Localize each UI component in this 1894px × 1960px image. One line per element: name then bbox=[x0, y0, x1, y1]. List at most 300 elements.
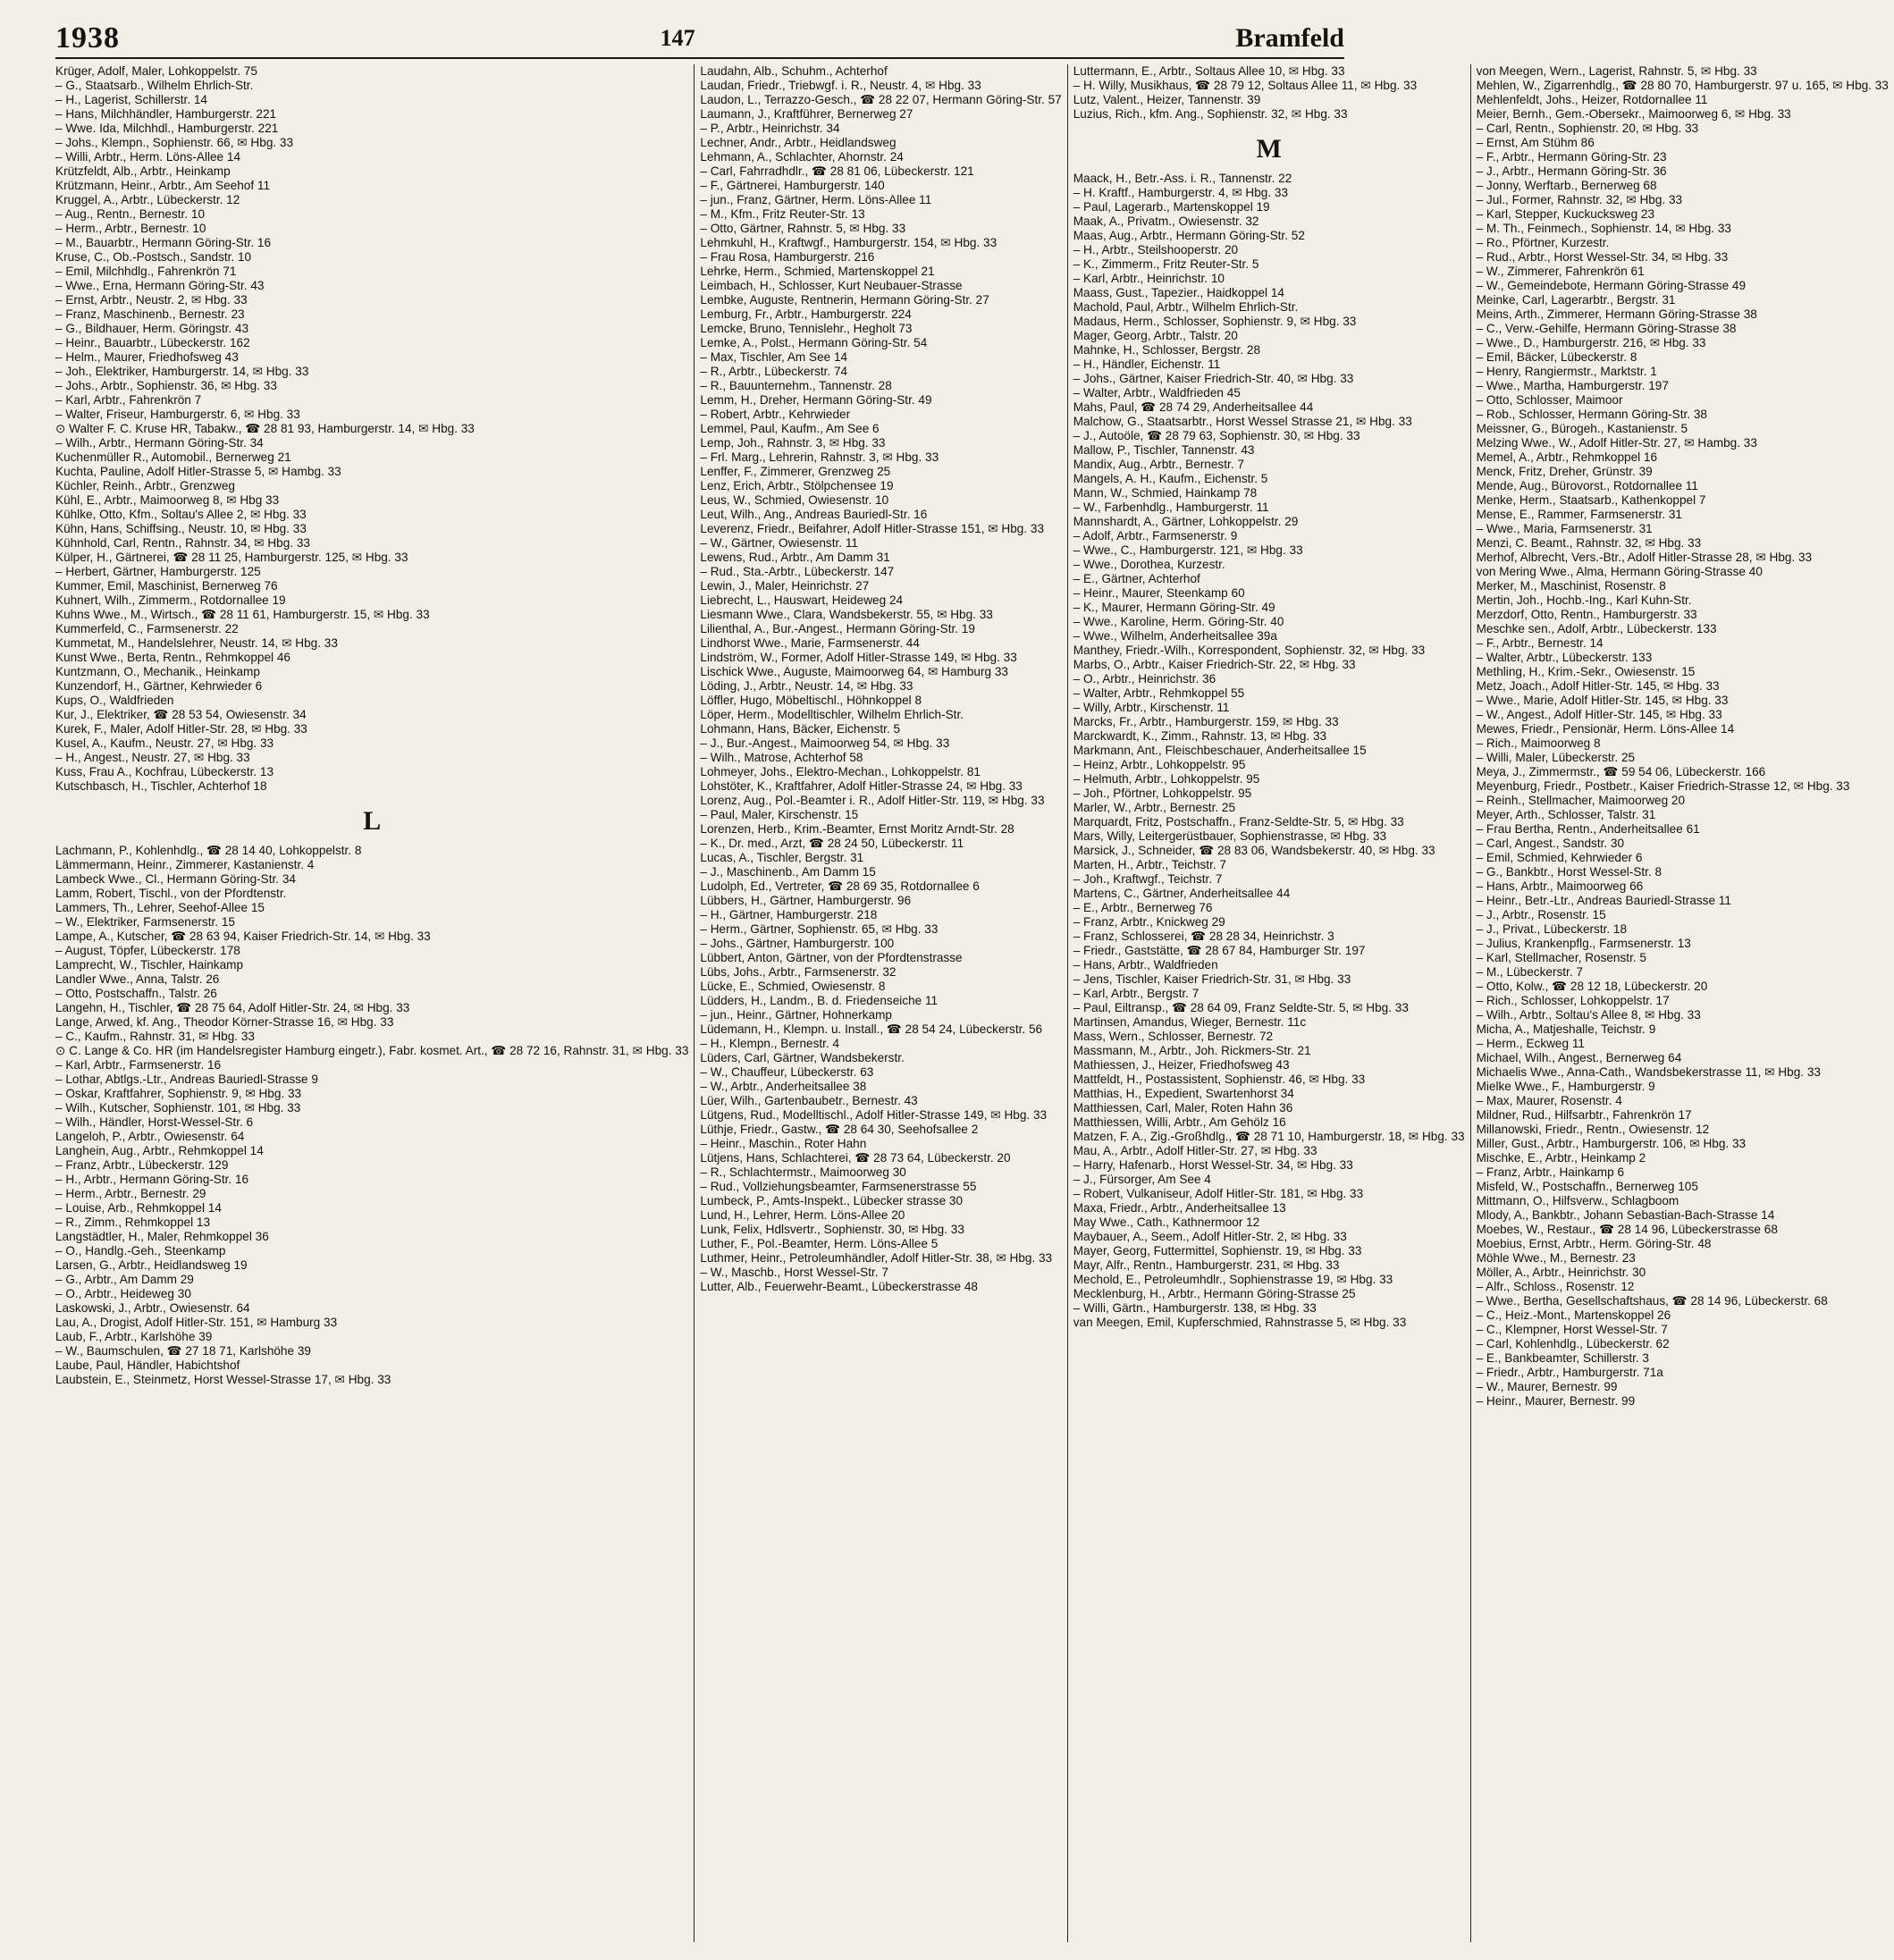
directory-entry: Löffler, Hugo, Möbeltischl., Höhnkoppel 8 bbox=[700, 694, 922, 707]
directory-entry: – F., Arbtr., Hermann Göring-Str. 23 bbox=[1476, 150, 1667, 164]
directory-entry: Laubstein, E., Steinmetz, Horst Wessel-Strasse 17, ✉ Hbg. 33 bbox=[55, 1373, 391, 1386]
directory-entry: – Willi, Gärtn., Hamburgerstr. 138, ✉ Hbg. 33 bbox=[1073, 1301, 1317, 1315]
directory-entry: – Hans, Arbtr., Waldfrieden bbox=[1073, 958, 1218, 972]
directory-entry: – Franz, Maschinenb., Bernestr. 23 bbox=[55, 307, 245, 321]
directory-entry: – K., Zimmerm., Fritz Reuter-Str. 5 bbox=[1073, 257, 1259, 271]
directory-entry: – Wwe., C., Hamburgerstr. 121, ✉ Hbg. 33 bbox=[1073, 543, 1303, 557]
directory-entry: – H., Lagerist, Schillerstr. 14 bbox=[55, 93, 207, 106]
directory-entry: Maass, Gust., Tapezier., Haidkoppel 14 bbox=[1073, 286, 1284, 299]
directory-entry: – H., Arbtr., Steilshooperstr. 20 bbox=[1073, 243, 1239, 257]
directory-entry: – Hans, Arbtr., Maimoorweg 66 bbox=[1476, 879, 1644, 893]
directory-entry: Meins, Arth., Zimmerer, Hermann Göring-Strasse 38 bbox=[1476, 307, 1757, 321]
directory-entry: – Wilh., Matrose, Achterhof 58 bbox=[700, 751, 863, 764]
directory-entry: Lemmel, Paul, Kaufm., Am See 6 bbox=[700, 422, 880, 435]
directory-entry: Mielke Wwe., F., Hamburgerstr. 9 bbox=[1476, 1080, 1655, 1093]
directory-entry: Marquardt, Fritz, Postschaffn., Franz-Seldte-Str. 5, ✉ Hbg. 33 bbox=[1073, 815, 1404, 829]
directory-entry: – Ernst, Arbtr., Neustr. 2, ✉ Hbg. 33 bbox=[55, 293, 248, 307]
directory-entry: – Joh., Pförtner, Lohkoppelstr. 95 bbox=[1073, 787, 1252, 800]
directory-entry: – Otto, Postschaffn., Talstr. 26 bbox=[55, 987, 217, 1000]
directory-entry: Lemke, A., Polst., Hermann Göring-Str. 54 bbox=[700, 336, 928, 349]
directory-entry: – Herbert, Gärtner, Hamburgerstr. 125 bbox=[55, 565, 261, 578]
directory-entry: – Wwe., Bertha, Gesellschaftshaus, ☎ 28 14 96, Lübeckerstr. 68 bbox=[1476, 1294, 1828, 1308]
directory-entry: Mildner, Rud., Hilfsarbtr., Fahrenkrön 17 bbox=[1476, 1108, 1692, 1122]
directory-entry: Marler, W., Arbtr., Bernestr. 25 bbox=[1073, 801, 1236, 814]
directory-entry: Kühl, E., Arbtr., Maimoorweg 8, ✉ Hbg 33 bbox=[55, 493, 280, 507]
directory-entry: – Walter, Arbtr., Rehmkoppel 55 bbox=[1073, 686, 1245, 700]
directory-entry: – Paul, Eiltransp., ☎ 28 64 09, Franz Seldte-Str. 5, ✉ Hbg. 33 bbox=[1073, 1001, 1409, 1014]
directory-entry: – Karl, Stellmacher, Rosenstr. 5 bbox=[1476, 951, 1646, 964]
directory-entry: Löding, J., Arbtr., Neustr. 14, ✉ Hbg. 33 bbox=[700, 679, 913, 693]
directory-entry: Lohmann, Hans, Bäcker, Eichenstr. 5 bbox=[700, 722, 901, 736]
directory-entry: Krützfeldt, Alb., Arbtr., Heinkamp bbox=[55, 164, 231, 178]
directory-entry: Mayer, Georg, Futtermittel, Sophienstr. 19, ✉ Hbg. 33 bbox=[1073, 1244, 1362, 1258]
directory-entry: Kunzendorf, H., Gärtner, Kehrwieder 6 bbox=[55, 679, 263, 693]
column-2 bbox=[694, 64, 1066, 1942]
directory-entry: Millanowski, Friedr., Rentn., Owiesenstr. 12 bbox=[1476, 1123, 1710, 1136]
directory-entry: – G., Bankbtr., Horst Wessel-Str. 8 bbox=[1476, 865, 1663, 879]
directory-entry: – Friedr., Arbtr., Hamburgerstr. 71a bbox=[1476, 1366, 1663, 1379]
directory-entry: – G., Arbtr., Am Damm 29 bbox=[55, 1273, 194, 1286]
directory-entry: – Wwe. Ida, Milchhdl., Hamburgerstr. 221 bbox=[55, 122, 279, 135]
directory-entry: Lehmkuhl, H., Kraftwgf., Hamburgerstr. 154, ✉ Hbg. 33 bbox=[700, 236, 998, 249]
directory-entry: – Carl, Rentn., Sophienstr. 20, ✉ Hbg. 33 bbox=[1476, 122, 1699, 135]
directory-entry: Langhein, Aug., Arbtr., Rehmkoppel 14 bbox=[55, 1144, 264, 1157]
year-label: 1938 bbox=[55, 21, 120, 55]
directory-entry: – Adolf, Arbtr., Farmsenerstr. 9 bbox=[1073, 529, 1238, 543]
directory-entry: – Karl, Arbtr., Farmsenerstr. 16 bbox=[55, 1058, 222, 1072]
directory-entry: Lüer, Wilh., Gartenbaubetr., Bernestr. 43 bbox=[700, 1094, 918, 1107]
directory-entry: – Heinr., Maurer, Bernestr. 99 bbox=[1476, 1394, 1636, 1408]
directory-entry: Matthiessen, Carl, Maler, Roten Hahn 36 bbox=[1073, 1101, 1293, 1115]
directory-entry: Kummerfeld, C., Farmsenerstr. 22 bbox=[55, 622, 239, 635]
directory-entry: – J., Autoöle, ☎ 28 79 63, Sophienstr. 30, ✉ Hbg. 33 bbox=[1073, 429, 1360, 442]
directory-entry: – Robert, Arbtr., Kehrwieder bbox=[700, 408, 851, 421]
directory-entry: Metz, Joach., Adolf Hitler-Str. 145, ✉ Hbg. 33 bbox=[1476, 679, 1720, 693]
directory-entry: Krüger, Adolf, Maler, Lohkoppelstr. 75 bbox=[55, 64, 257, 78]
directory-entry: – Rich., Maimoorweg 8 bbox=[1476, 736, 1601, 750]
directory-entry: – E., Arbtr., Bernerweg 76 bbox=[1073, 901, 1213, 914]
directory-entry: Maas, Aug., Arbtr., Hermann Göring-Str. 52 bbox=[1073, 229, 1305, 242]
directory-entry: Matthias, H., Expedient, Swartenhorst 34 bbox=[1073, 1087, 1294, 1100]
directory-entry: – J., Arbtr., Rosenstr. 15 bbox=[1476, 908, 1606, 921]
directory-entry: Lutter, Alb., Feuerwehr-Beamt., Lübeckerstrasse 48 bbox=[700, 1280, 978, 1293]
directory-entry: – Harry, Hafenarb., Horst Wessel-Str. 34, ✉ Hbg. 33 bbox=[1073, 1158, 1353, 1172]
directory-entry: – Heinr., Bauarbtr., Lübeckerstr. 162 bbox=[55, 336, 250, 349]
directory-entry: – Carl, Kohlenhdlg., Lübeckerstr. 62 bbox=[1476, 1337, 1670, 1350]
directory-entry: Methling, H., Krim.-Sekr., Owiesenstr. 15 bbox=[1476, 665, 1696, 678]
directory-entry: – Wwe., Martha, Hamburgerstr. 197 bbox=[1476, 379, 1669, 392]
directory-entry: Lutz, Valent., Heizer, Tannenstr. 39 bbox=[1073, 93, 1261, 106]
directory-entry: Meissner, G., Bürogeh., Kastanienstr. 5 bbox=[1476, 422, 1688, 435]
directory-entry: Lachmann, P., Kohlenhdlg., ☎ 28 14 40, Lohkoppelstr. 8 bbox=[55, 844, 362, 857]
directory-entry: Lübbers, H., Gärtner, Hamburgerstr. 96 bbox=[700, 894, 912, 907]
directory-entry: Lange, Arwed, kf. Ang., Theodor Körner-Strasse 16, ✉ Hbg. 33 bbox=[55, 1015, 394, 1029]
page-number: 147 bbox=[660, 25, 695, 51]
directory-entry: Mertin, Joh., Hochb.-Ing., Karl Kuhn-Str. bbox=[1476, 593, 1692, 607]
directory-entry: – Walter, Arbtr., Lübeckerstr. 133 bbox=[1476, 651, 1653, 664]
directory-entry: Möhle Wwe., M., Bernestr. 23 bbox=[1476, 1251, 1636, 1265]
directory-entry: – Helm., Maurer, Friedhofsweg 43 bbox=[55, 350, 239, 364]
directory-entry: Lewens, Rud., Arbtr., Am Damm 31 bbox=[700, 551, 890, 564]
directory-entry: Kuhns Wwe., M., Wirtsch., ☎ 28 11 61, Hamburgerstr. 15, ✉ Hbg. 33 bbox=[55, 608, 430, 621]
directory-entry: Meya, J., Zimmermstr., ☎ 59 54 06, Lübeckerstr. 166 bbox=[1476, 765, 1766, 778]
directory-entry: Langehn, H., Tischler, ☎ 28 75 64, Adolf Hitler-Str. 24, ✉ Hbg. 33 bbox=[55, 1001, 410, 1014]
directory-entry: Leimbach, H., Schlosser, Kurt Neubauer-Strasse bbox=[700, 279, 963, 292]
directory-entry: – Wilh., Arbtr., Soltau's Allee 8, ✉ Hbg. 33 bbox=[1476, 1008, 1701, 1022]
directory-entry: ⊙ Walter F. C. Kruse HR, Tabakw., ☎ 28 81 93, Hamburgerstr. 14, ✉ Hbg. 33 bbox=[55, 422, 475, 435]
directory-entry: – Louise, Arb., Rehmkoppel 14 bbox=[55, 1201, 222, 1215]
directory-entry: Manthey, Friedr.-Wilh., Korrespondent, Sophienstr. 32, ✉ Hbg. 33 bbox=[1073, 644, 1426, 657]
directory-entry: – C., Kaufm., Rahnstr. 31, ✉ Hbg. 33 bbox=[55, 1030, 255, 1043]
directory-entry: – Willi, Maler, Lübeckerstr. 25 bbox=[1476, 751, 1636, 764]
directory-entry: – W., Arbtr., Anderheitsallee 38 bbox=[700, 1080, 867, 1093]
directory-entry: – Willy, Arbtr., Kirschenstr. 11 bbox=[1073, 701, 1230, 714]
directory-entry: – H., Händler, Eichenstr. 11 bbox=[1073, 358, 1221, 371]
column-4 bbox=[1470, 64, 1894, 1942]
directory-entry: Menck, Fritz, Dreher, Grünstr. 39 bbox=[1476, 465, 1653, 478]
directory-entry: Mecklenburg, H., Arbtr., Hermann Göring-Strasse 25 bbox=[1073, 1287, 1356, 1300]
directory-entry: Lembke, Auguste, Rentnerin, Hermann Göring-Str. 27 bbox=[700, 293, 989, 307]
directory-entry: – J., Bur.-Angest., Maimoorweg 54, ✉ Hbg. 33 bbox=[700, 736, 950, 750]
directory-entry: Mittmann, O., Hilfsverw., Schlagboom bbox=[1476, 1194, 1679, 1207]
directory-entry: Lüdders, H., Landm., B. d. Friedenseiche 11 bbox=[700, 994, 939, 1007]
directory-entry: Laskowski, J., Arbtr., Owiesenstr. 64 bbox=[55, 1301, 250, 1315]
directory-entry: – W., Gemeindebote, Hermann Göring-Strasse 49 bbox=[1476, 279, 1747, 292]
directory-entry: Lorenzen, Herb., Krim.-Beamter, Ernst Moritz Arndt-Str. 28 bbox=[700, 822, 1014, 836]
directory-entry: – Heinz, Arbtr., Lohkoppelstr. 95 bbox=[1073, 758, 1246, 771]
directory-entry: Kummer, Emil, Maschinist, Bernerweg 76 bbox=[55, 579, 278, 593]
directory-entry: Kühnhold, Carl, Rentn., Rahnstr. 34, ✉ Hbg. 33 bbox=[55, 536, 310, 550]
directory-entry: Mayr, Alfr., Rentn., Hamburgerstr. 231, ✉ Hbg. 33 bbox=[1073, 1258, 1340, 1272]
directory-entry: Martinsen, Amandus, Wieger, Bernestr. 11c bbox=[1073, 1015, 1307, 1029]
directory-columns bbox=[55, 64, 1889, 1942]
directory-entry: – Johs., Gärtner, Kaiser Friedrich-Str. 40, ✉ Hbg. 33 bbox=[1073, 372, 1354, 385]
directory-entry: Kuss, Frau A., Kochfrau, Lübeckerstr. 13 bbox=[55, 765, 274, 778]
directory-entry: Menzi, C. Beamt., Rahnstr. 32, ✉ Hbg. 33 bbox=[1476, 536, 1702, 550]
directory-entry: Maak, A., Privatm., Owiesenstr. 32 bbox=[1073, 215, 1259, 228]
directory-entry: – H. Kraftf., Hamburgerstr. 4, ✉ Hbg. 33 bbox=[1073, 186, 1289, 199]
directory-entry: Maxa, Friedr., Arbtr., Anderheitsallee 13 bbox=[1073, 1201, 1286, 1215]
directory-entry: Kuchta, Pauline, Adolf Hitler-Strasse 5, ✉ Hambg. 33 bbox=[55, 465, 341, 478]
directory-entry: Lilienthal, A., Bur.-Angest., Hermann Göring-Str. 19 bbox=[700, 622, 975, 635]
directory-entry: – F., Arbtr., Bernestr. 14 bbox=[1476, 636, 1604, 650]
directory-entry: Möller, A., Arbtr., Heinrichstr. 30 bbox=[1476, 1266, 1646, 1279]
directory-entry: Mense, E., Rammer, Farmsenerstr. 31 bbox=[1476, 508, 1682, 521]
directory-entry: – jun., Franz, Gärtner, Herm. Löns-Allee 11 bbox=[700, 193, 932, 206]
directory-entry: – W., Maschb., Horst Wessel-Str. 7 bbox=[700, 1266, 888, 1279]
directory-entry: – E., Bankbeamter, Schillerstr. 3 bbox=[1476, 1351, 1649, 1365]
directory-entry: Lücke, E., Schmied, Owiesenstr. 8 bbox=[700, 980, 886, 993]
directory-entry: – P., Arbtr., Heinrichstr. 34 bbox=[700, 122, 840, 135]
directory-entry: May Wwe., Cath., Kathnermoor 12 bbox=[1073, 1216, 1260, 1229]
directory-entry: – W., Elektriker, Farmsenerstr. 15 bbox=[55, 915, 235, 929]
directory-entry: – Wilh., Händler, Horst-Wessel-Str. 6 bbox=[55, 1115, 254, 1129]
directory-entry: Laube, Paul, Händler, Habichtshof bbox=[55, 1359, 240, 1372]
directory-entry: Malchow, G., Staatsarbtr., Horst Wessel Strasse 21, ✉ Hbg. 33 bbox=[1073, 415, 1412, 428]
directory-entry: – Franz, Arbtr., Hainkamp 6 bbox=[1476, 1165, 1625, 1179]
directory-entry: – Rud., Sta.-Arbtr., Lübeckerstr. 147 bbox=[700, 565, 895, 578]
directory-entry: – M. Th., Feinmech., Sophienstr. 14, ✉ Hbg. 33 bbox=[1476, 222, 1731, 235]
directory-entry: Kur, J., Elektriker, ☎ 28 53 54, Owiesenstr. 34 bbox=[55, 708, 307, 721]
directory-entry: Meinke, Carl, Lagerarbtr., Bergstr. 31 bbox=[1476, 293, 1676, 307]
directory-entry: Lindström, W., Former, Adolf Hitler-Strasse 149, ✉ Hbg. 33 bbox=[700, 651, 1017, 664]
directory-entry: – E., Gärtner, Achterhof bbox=[1073, 572, 1200, 585]
directory-entry: Mau, A., Arbtr., Adolf Hitler-Str. 27, ✉ Hbg. 33 bbox=[1073, 1144, 1317, 1157]
page-header bbox=[55, 20, 1344, 59]
directory-entry: – W., Angest., Adolf Hitler-Str. 145, ✉ Hbg. 33 bbox=[1476, 708, 1722, 721]
directory-entry: – Wilh., Kutscher, Sophienstr. 101, ✉ Hbg. 33 bbox=[55, 1101, 301, 1115]
directory-entry: – Frau Rosa, Hamburgerstr. 216 bbox=[700, 250, 875, 264]
directory-entry: Lindhorst Wwe., Marie, Farmsenerstr. 44 bbox=[700, 636, 920, 650]
directory-entry: Lau, A., Drogist, Adolf Hitler-Str. 151, ✉ Hamburg 33 bbox=[55, 1316, 338, 1329]
directory-entry: – Emil, Milchhdlg., Fahrenkrön 71 bbox=[55, 265, 237, 278]
directory-entry: Laudahn, Alb., Schuhm., Achterhof bbox=[700, 64, 888, 78]
directory-entry: Laudon, L., Terrazzo-Gesch., ☎ 28 22 07, Hermann Göring-Str. 57 bbox=[700, 93, 1062, 106]
directory-entry: Leverenz, Friedr., Beifahrer, Adolf Hitler-Strasse 151, ✉ Hbg. 33 bbox=[700, 522, 1045, 535]
directory-entry: – Jens, Tischler, Kaiser Friedrich-Str. 31, ✉ Hbg. 33 bbox=[1073, 972, 1351, 986]
directory-entry: Moebes, W., Restaur., ☎ 28 14 96, Lübeckerstrasse 68 bbox=[1476, 1223, 1778, 1236]
directory-entry: Marbs, O., Arbtr., Kaiser Friedrich-Str. 22, ✉ Hbg. 33 bbox=[1073, 658, 1356, 671]
directory-entry: – Frl. Marg., Lehrerin, Rahnstr. 3, ✉ Hbg. 33 bbox=[700, 450, 939, 464]
directory-entry: – Hans, Milchhändler, Hamburgerstr. 221 bbox=[55, 107, 277, 121]
directory-entry: Mischke, E., Arbtr., Heinkamp 2 bbox=[1476, 1151, 1646, 1165]
directory-entry: Lorenz, Aug., Pol.-Beamter i. R., Adolf Hitler-Str. 119, ✉ Hbg. 33 bbox=[700, 794, 1045, 807]
directory-entry: – Wwe., Erna, Hermann Göring-Str. 43 bbox=[55, 279, 265, 292]
directory-entry: Miller, Gust., Arbtr., Hamburgerstr. 106, ✉ Hbg. 33 bbox=[1476, 1137, 1747, 1150]
directory-entry: Luzius, Rich., kfm. Ang., Sophienstr. 32, ✉ Hbg. 33 bbox=[1073, 107, 1348, 121]
directory-entry: – O., Arbtr., Heideweg 30 bbox=[55, 1287, 191, 1300]
directory-entry: Kühn, Hans, Schiffsing., Neustr. 10, ✉ Hbg. 33 bbox=[55, 522, 307, 535]
directory-entry: Mangels, A. H., Kaufm., Eichenstr. 5 bbox=[1073, 472, 1268, 485]
directory-entry: – Herm., Eckweg 11 bbox=[1476, 1037, 1585, 1050]
directory-entry: – Carl, Fahrradhdlr., ☎ 28 81 06, Lübeckerstr. 121 bbox=[700, 164, 974, 178]
directory-entry: – Paul, Maler, Kirschenstr. 15 bbox=[700, 808, 859, 821]
directory-entry: Lämmermann, Heinr., Zimmerer, Kastanienstr. 4 bbox=[55, 858, 315, 871]
directory-entry: – O., Handlg.-Geh., Steenkamp bbox=[55, 1244, 226, 1258]
directory-entry: Lütgens, Rud., Modelltischl., Adolf Hitler-Strasse 149, ✉ Hbg. 33 bbox=[700, 1108, 1048, 1122]
directory-entry: Mahs, Paul, ☎ 28 74 29, Anderheitsallee 44 bbox=[1073, 400, 1314, 414]
directory-entry: Lohmeyer, Johs., Elektro-Mechan., Lohkoppelstr. 81 bbox=[700, 765, 981, 778]
directory-entry: Machold, Paul, Arbtr., Wilhelm Ehrlich-Str. bbox=[1073, 300, 1299, 314]
directory-entry: – Ro., Pförtner, Kurzestr. bbox=[1476, 236, 1610, 249]
directory-entry: Maack, H., Betr.-Ass. i. R., Tannenstr. 22 bbox=[1073, 172, 1292, 185]
directory-entry: – Julius, Krankenpflg., Farmsenerstr. 13 bbox=[1476, 937, 1691, 950]
directory-entry: Matthiessen, Willi, Arbtr., Am Gehölz 16 bbox=[1073, 1115, 1286, 1129]
directory-entry: – Karl, Arbtr., Fahrenkrön 7 bbox=[55, 393, 202, 407]
directory-entry: Michaelis Wwe., Anna-Cath., Wandsbekerstrasse 11, ✉ Hbg. 33 bbox=[1476, 1065, 1821, 1079]
directory-entry: – Heinr., Betr.-Ltr., Andreas Bauriedl-Strasse 11 bbox=[1476, 894, 1731, 907]
directory-entry: – W., Baumschulen, ☎ 27 18 71, Karlshöhe 39 bbox=[55, 1344, 311, 1358]
directory-entry: Lüthje, Friedr., Gastw., ☎ 28 64 30, Seehofsallee 2 bbox=[700, 1123, 979, 1136]
directory-entry: Marten, H., Arbtr., Teichstr. 7 bbox=[1073, 858, 1226, 871]
directory-entry: – Paul, Lagerarb., Martenskoppel 19 bbox=[1073, 200, 1270, 214]
directory-entry: – Emil, Bäcker, Lübeckerstr. 8 bbox=[1476, 350, 1637, 364]
directory-entry: Madaus, Herm., Schlosser, Sophienstr. 9, ✉ Hbg. 33 bbox=[1073, 315, 1357, 328]
directory-entry: – W., Farbenhdlg., Hamburgerstr. 11 bbox=[1073, 501, 1269, 514]
directory-entry: Liebrecht, L., Hauswart, Heideweg 24 bbox=[700, 593, 904, 607]
directory-entry: Lohstöter, K., Kraftfahrer, Adolf Hitler-Strasse 24, ✉ Hbg. 33 bbox=[700, 779, 1023, 793]
directory-entry: – G., Bildhauer, Herm. Göringstr. 43 bbox=[55, 322, 249, 335]
directory-entry: Mehlenfeldt, Johs., Heizer, Rotdornallee 11 bbox=[1476, 93, 1708, 106]
directory-entry: – Oskar, Kraftfahrer, Sophienstr. 9, ✉ Hbg. 33 bbox=[55, 1087, 302, 1100]
directory-entry: Mende, Aug., Bürovorst., Rotdornallee 11 bbox=[1476, 479, 1698, 492]
directory-entry: von Mering Wwe., Alma, Hermann Göring-Strasse 40 bbox=[1476, 565, 1763, 578]
directory-entry: Laub, F., Arbtr., Karlshöhe 39 bbox=[55, 1330, 213, 1343]
directory-entry: Küchler, Reinh., Arbtr., Grenzweg bbox=[55, 479, 235, 492]
directory-entry: Lütjens, Hans, Schlachterei, ☎ 28 73 64, Lübeckerstr. 20 bbox=[700, 1151, 1011, 1165]
directory-entry: – Wwe., Karoline, Herm. Göring-Str. 40 bbox=[1073, 615, 1284, 628]
directory-entry: Lechner, Andr., Arbtr., Heidlandsweg bbox=[700, 136, 896, 149]
directory-entry: – Wilh., Arbtr., Hermann Göring-Str. 34 bbox=[55, 436, 264, 450]
directory-entry: – Henry, Rangiermstr., Marktstr. 1 bbox=[1476, 365, 1657, 378]
directory-entry: – W., Maurer, Bernestr. 99 bbox=[1476, 1380, 1618, 1393]
directory-entry: – Johs., Arbtr., Sophienstr. 36, ✉ Hbg. 33 bbox=[55, 379, 277, 392]
directory-entry: Kühlke, Otto, Kfm., Soltau's Allee 2, ✉ Hbg. 33 bbox=[55, 508, 307, 521]
directory-entry: – Heinr., Maschin., Roter Hahn bbox=[700, 1137, 867, 1150]
directory-entry: Lemm, H., Dreher, Hermann Göring-Str. 49 bbox=[700, 393, 932, 407]
directory-entry: Löper, Herm., Modelltischler, Wilhelm Ehrlich-Str. bbox=[700, 708, 964, 721]
section-letter: L bbox=[363, 806, 382, 836]
directory-entry: Kurek, F., Maler, Adolf Hitler-Str. 28, ✉ Hbg. 33 bbox=[55, 722, 307, 736]
directory-entry: Mager, Georg, Arbtr., Talstr. 20 bbox=[1073, 329, 1238, 342]
directory-entry: – Walter, Arbtr., Waldfrieden 45 bbox=[1073, 386, 1241, 400]
directory-entry: Lumbeck, P., Amts-Inspekt., Lübecker strasse 30 bbox=[700, 1194, 964, 1207]
directory-entry: – H., Arbtr., Hermann Göring-Str. 16 bbox=[55, 1173, 249, 1186]
directory-entry: – Heinr., Maurer, Steenkamp 60 bbox=[1073, 586, 1245, 600]
directory-entry: von Meegen, Wern., Lagerist, Rahnstr. 5, ✉ Hbg. 33 bbox=[1476, 64, 1757, 78]
directory-entry: Lenffer, F., Zimmerer, Grenzweg 25 bbox=[700, 465, 891, 478]
directory-entry: Marckwardt, K., Zimm., Rahnstr. 13, ✉ Hbg. 33 bbox=[1073, 729, 1327, 743]
directory-entry: Marcks, Fr., Arbtr., Hamburgerstr. 159, ✉ Hbg. 33 bbox=[1073, 715, 1339, 728]
directory-entry: – Reinh., Stellmacher, Maimoorweg 20 bbox=[1476, 794, 1686, 807]
directory-entry: Menke, Herm., Staatsarb., Kathenkoppel 7 bbox=[1476, 493, 1706, 507]
directory-entry: Markmann, Ant., Fleischbeschauer, Anderheitsallee 15 bbox=[1073, 744, 1367, 757]
directory-entry: – Otto, Kolw., ☎ 28 12 18, Lübeckerstr. 20 bbox=[1476, 980, 1708, 993]
directory-entry: – Wwe., Dorothea, Kurzestr. bbox=[1073, 558, 1225, 571]
directory-entry: – Karl, Stepper, Kuckucksweg 23 bbox=[1476, 207, 1655, 221]
directory-entry: Merker, M., Maschinist, Rosenstr. 8 bbox=[1476, 579, 1666, 593]
directory-entry: Leus, W., Schmied, Owiesenstr. 10 bbox=[700, 493, 889, 507]
directory-entry: – G., Staatsarb., Wilhelm Ehrlich-Str. bbox=[55, 79, 254, 92]
directory-entry: – Herm., Arbtr., Bernestr. 10 bbox=[55, 222, 206, 235]
directory-entry: Mahnke, H., Schlosser, Bergstr. 28 bbox=[1073, 343, 1261, 357]
directory-entry: Langstädtler, H., Maler, Rehmkoppel 36 bbox=[55, 1230, 269, 1243]
directory-entry: – Franz, Arbtr., Knickweg 29 bbox=[1073, 915, 1225, 929]
directory-entry: Kruggel, A., Arbtr., Lübeckerstr. 12 bbox=[55, 193, 240, 206]
directory-entry: Moebius, Ernst, Arbtr., Herm. Göring-Str. 48 bbox=[1476, 1237, 1712, 1250]
directory-entry: – K., Dr. med., Arzt, ☎ 28 24 50, Lübeckerstr. 11 bbox=[700, 837, 964, 850]
directory-entry: Kuhnert, Wilh., Zimmerm., Rotdornallee 19 bbox=[55, 593, 286, 607]
directory-entry: – H., Gärtner, Hamburgerstr. 218 bbox=[700, 908, 878, 921]
directory-entry: – Wwe., Wilhelm, Anderheitsallee 39a bbox=[1073, 629, 1277, 643]
column-3 bbox=[1067, 64, 1470, 1942]
directory-entry: – Robert, Vulkaniseur, Adolf Hitler-Str. 181, ✉ Hbg. 33 bbox=[1073, 1187, 1364, 1200]
directory-entry: – Alfr., Schloss., Rosenstr. 12 bbox=[1476, 1280, 1635, 1293]
directory-entry: Lüders, Carl, Gärtner, Wandsbekerstr. bbox=[700, 1051, 905, 1064]
directory-entry: – August, Töpfer, Lübeckerstr. 178 bbox=[55, 944, 240, 957]
directory-entry: Lamprecht, W., Tischler, Hainkamp bbox=[55, 958, 244, 972]
directory-entry: Kuntzmann, O., Mechanik., Heinkamp bbox=[55, 665, 260, 678]
directory-entry: – Otto, Schlosser, Maimoor bbox=[1476, 393, 1623, 407]
directory-entry: – Rich., Schlosser, Lohkoppelstr. 17 bbox=[1476, 994, 1670, 1007]
directory-entry: Lehrke, Herm., Schmied, Martenskoppel 21 bbox=[700, 265, 935, 278]
directory-entry: Meyenburg, Friedr., Postbetr., Kaiser Friedrich-Strasse 12, ✉ Hbg. 33 bbox=[1476, 779, 1850, 793]
directory-entry: Lemburg, Fr., Arbtr., Hamburgerstr. 224 bbox=[700, 307, 912, 321]
directory-entry: – Wwe., Marie, Adolf Hitler-Str. 145, ✉ Hbg. 33 bbox=[1476, 694, 1729, 707]
directory-entry: Lemp, Joh., Rahnstr. 3, ✉ Hbg. 33 bbox=[700, 436, 886, 450]
directory-entry: Merhof, Albrecht, Vers.-Btr., Adolf Hitler-Strasse 28, ✉ Hbg. 33 bbox=[1476, 551, 1813, 564]
directory-entry: Lambeck Wwe., Cl., Hermann Göring-Str. 34 bbox=[55, 872, 296, 886]
directory-entry: Lucas, A., Tischler, Bergstr. 31 bbox=[700, 851, 864, 864]
directory-entry: Mallow, P., Tischler, Tannenstr. 43 bbox=[1073, 443, 1255, 457]
directory-entry: Lunk, Felix, Hdlsvertr., Sophienstr. 30, ✉ Hbg. 33 bbox=[700, 1223, 964, 1236]
directory-entry: – Rud., Vollziehungsbeamter, Farmsenerstrasse 55 bbox=[700, 1180, 977, 1193]
directory-entry: Melzing Wwe., W., Adolf Hitler-Str. 27, ✉ Hambg. 33 bbox=[1476, 436, 1757, 450]
directory-entry: – M., Bauarbtr., Hermann Göring-Str. 16 bbox=[55, 236, 272, 249]
directory-entry: Lübs, Johs., Arbtr., Farmsenerstr. 32 bbox=[700, 965, 896, 979]
directory-entry: – H. Willy, Musikhaus, ☎ 28 79 12, Soltaus Allee 11, ✉ Hbg. 33 bbox=[1073, 79, 1418, 92]
directory-entry: van Meegen, Emil, Kupferschmied, Rahnstrasse 5, ✉ Hbg. 33 bbox=[1073, 1316, 1407, 1329]
directory-entry: Luther, F., Pol.-Beamter, Herm. Löns-Allee 5 bbox=[700, 1237, 939, 1250]
directory-entry: – F., Gärtnerei, Hamburgerstr. 140 bbox=[700, 179, 885, 192]
directory-entry: Larsen, G., Arbtr., Heidlandsweg 19 bbox=[55, 1258, 248, 1272]
directory-entry: – M., Lübeckerstr. 7 bbox=[1476, 965, 1583, 979]
directory-entry: Kusel, A., Kaufm., Neustr. 27, ✉ Hbg. 33 bbox=[55, 736, 274, 750]
directory-entry: – H., Angest., Neustr. 27, ✉ Hbg. 33 bbox=[55, 751, 250, 764]
directory-entry: – J., Fürsorger, Am See 4 bbox=[1073, 1173, 1211, 1186]
directory-entry: – W., Gärtner, Owiesenstr. 11 bbox=[700, 536, 858, 550]
directory-entry: Luttermann, E., Arbtr., Soltaus Allee 10, ✉ Hbg. 33 bbox=[1073, 64, 1345, 78]
directory-entry: – Jonny, Werftarb., Bernerweg 68 bbox=[1476, 179, 1657, 192]
directory-entry: Mann, W., Schmied, Hainkamp 78 bbox=[1073, 486, 1258, 500]
directory-entry: Luthmer, Heinr., Petroleumhändler, Adolf Hitler-Str. 38, ✉ Hbg. 33 bbox=[700, 1251, 1053, 1265]
directory-entry: Mandix, Aug., Arbtr., Bernestr. 7 bbox=[1073, 458, 1244, 471]
directory-entry: Lamm, Robert, Tischl., von der Pfordtenstr. bbox=[55, 887, 287, 900]
directory-entry: – Ernst, Am Stühm 86 bbox=[1476, 136, 1595, 149]
directory-entry: Lampe, A., Kutscher, ☎ 28 63 94, Kaiser Friedrich-Str. 14, ✉ Hbg. 33 bbox=[55, 930, 431, 943]
directory-entry: Lammers, Th., Lehrer, Seehof-Allee 15 bbox=[55, 901, 265, 914]
directory-entry: Krützmann, Heinr., Arbtr., Am Seehof 11 bbox=[55, 179, 271, 192]
directory-entry: – K., Maurer, Hermann Göring-Str. 49 bbox=[1073, 601, 1275, 614]
directory-entry: Külper, H., Gärtnerei, ☎ 28 11 25, Hamburgerstr. 125, ✉ Hbg. 33 bbox=[55, 551, 408, 564]
directory-entry: – Friedr., Gaststätte, ☎ 28 67 84, Hamburger Str. 197 bbox=[1073, 944, 1366, 957]
directory-entry: Ludolph, Ed., Vertreter, ☎ 28 69 35, Rotdornallee 6 bbox=[700, 879, 980, 893]
directory-entry: Lübbert, Anton, Gärtner, von der Pfordtenstrasse bbox=[700, 951, 963, 964]
directory-entry: – Lothar, Abtlgs.-Ltr., Andreas Bauriedl-Strasse 9 bbox=[55, 1073, 318, 1086]
directory-entry: Mass, Wern., Schlosser, Bernestr. 72 bbox=[1073, 1030, 1274, 1043]
directory-entry: Micha, A., Matjeshalle, Teichstr. 9 bbox=[1476, 1022, 1656, 1036]
directory-entry: – O., Arbtr., Heinrichstr. 36 bbox=[1073, 672, 1216, 686]
directory-entry: – Johs., Gärtner, Hamburgerstr. 100 bbox=[700, 937, 895, 950]
directory-entry: – C., Heiz.-Mont., Martenskoppel 26 bbox=[1476, 1308, 1671, 1322]
directory-entry: Meier, Bernh., Gem.-Obersekr., Maimoorweg 6, ✉ Hbg. 33 bbox=[1476, 107, 1791, 121]
directory-entry: – Herm., Gärtner, Sophienstr. 65, ✉ Hbg. 33 bbox=[700, 922, 939, 936]
directory-entry: Lewin, J., Maler, Heinrichstr. 27 bbox=[700, 579, 870, 593]
section-letter: M bbox=[1256, 134, 1282, 164]
directory-entry: – Karl, Arbtr., Heinrichstr. 10 bbox=[1073, 272, 1225, 285]
directory-entry: – Wwe., Maria, Farmsenerstr. 31 bbox=[1476, 522, 1653, 535]
directory-entry: Mehlen, W., Zigarrenhdlg., ☎ 28 80 70, Hamburgerstr. 97 u. 165, ✉ Hbg. 33 bbox=[1476, 79, 1889, 92]
directory-entry: – Wwe., D., Hamburgerstr. 216, ✉ Hbg. 33 bbox=[1476, 336, 1706, 349]
directory-entry: Mattfeldt, H., Postassistent, Sophienstr. 46, ✉ Hbg. 33 bbox=[1073, 1073, 1366, 1086]
directory-entry: Laumann, J., Kraftführer, Bernerweg 27 bbox=[700, 107, 913, 121]
directory-entry: – Willi, Arbtr., Herm. Löns-Allee 14 bbox=[55, 150, 240, 164]
directory-entry: Kuchenmüller R., Automobil., Bernerweg 21 bbox=[55, 450, 291, 464]
directory-entry: – Carl, Angest., Sandstr. 30 bbox=[1476, 837, 1625, 850]
directory-entry: – R., Arbtr., Lübeckerstr. 74 bbox=[700, 365, 848, 378]
directory-entry: – H., Klempn., Bernestr. 4 bbox=[700, 1037, 840, 1050]
directory-entry: Meyer, Arth., Schlosser, Talstr. 31 bbox=[1476, 808, 1656, 821]
